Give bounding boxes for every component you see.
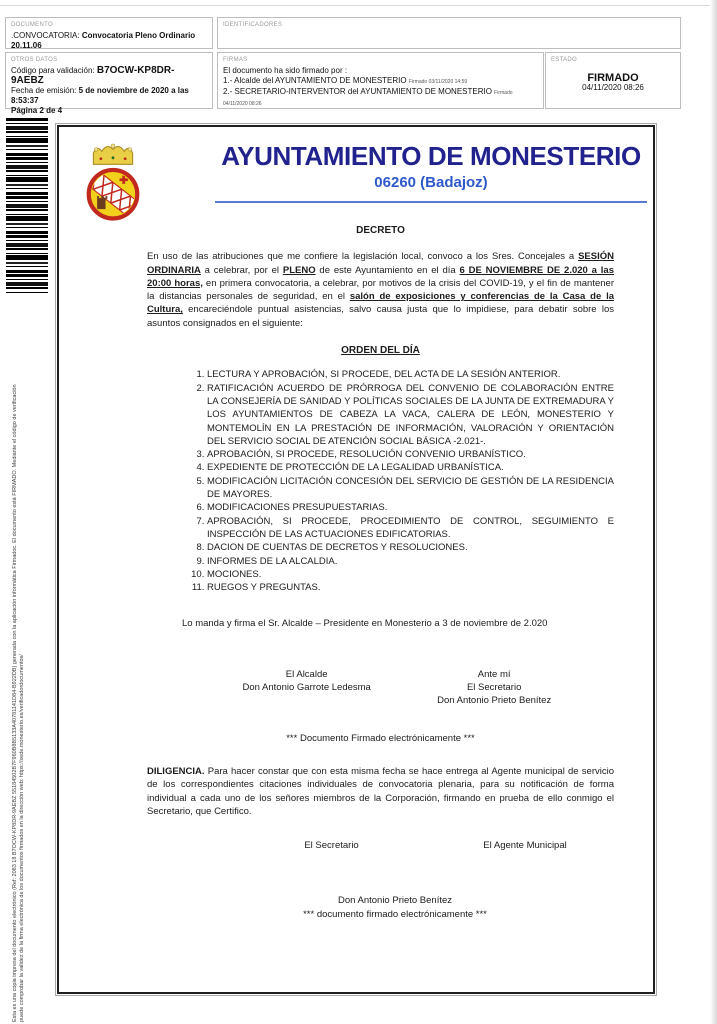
diligencia-paragraph <box>147 765 614 818</box>
header-box-otros-datos <box>5 52 213 115</box>
signature-ante-mi: Ante mí <box>477 668 511 680</box>
barcode-icon <box>6 118 48 294</box>
closing-line: Lo manda y firma el Sr. Alcalde – Presidente en Monesterio a 3 de noviembre de 2.020 <box>182 618 548 630</box>
text-segment: DILIGENCIA. <box>147 765 205 777</box>
masthead <box>215 141 647 203</box>
electronic-signature-note-2: *** documento firmado electrónicamente *** <box>303 908 487 920</box>
documento-label: DOCUMENTO <box>11 22 53 28</box>
signature-name: Don Antonio Prieto Benítez <box>437 695 552 707</box>
signature-agente-municipal: El Agente Municipal <box>483 840 567 852</box>
otros-datos-label: OTROS DATOS <box>11 57 58 63</box>
status-datetime: 04/11/2020 08:26 <box>582 83 644 92</box>
header-box-documento <box>5 17 213 49</box>
signature-secretario <box>396 668 592 708</box>
orden-item: 3. APROBACIÓN, SI PROCEDE, RESOLUCIÓN CONVENIO URBANÍSTICO. <box>207 448 614 461</box>
signature-secretario-2: El Secretario <box>304 840 359 852</box>
orden-del-dia-list <box>147 368 614 594</box>
signature-name: Don Antonio Prieto Benítez <box>337 895 453 907</box>
decreto-heading: DECRETO <box>356 225 405 236</box>
text-segment: SESIÓN ORDINARIA <box>147 251 614 276</box>
orden-item: 10. MOCIONES. <box>207 568 614 581</box>
text-segment: en primera convocatoria, a celebrar, por motivos de la crisis del COVID-19, y el fin de mantener la distancias personales de seguridad, en el <box>147 277 614 303</box>
fecha-emision: Fecha de emisión: 5 de noviembre de 2020 a las 8:53:37 <box>11 86 189 105</box>
verification-line: puede comprobar la validez de la firma electrónica de los documentos firmados en la dirección web: https://sede.monesterio.es/verificadordocumentos/ <box>19 654 25 1022</box>
page-top-edge <box>0 5 717 6</box>
text-segment: 6 DE NOVIEMBRE DE 2.020 a las 20:00 horas, <box>147 264 614 289</box>
verification-sidebar-text <box>12 302 26 1022</box>
text-segment: a celebrar, por el <box>200 264 283 276</box>
document-body <box>147 224 614 921</box>
signature-alcalde <box>217 668 396 708</box>
firmado-timestamp: Firmado 04/11/2020 08:26 <box>223 90 513 107</box>
orden-item: 9. INFORMES DE LA ALCALDIA. <box>207 555 614 568</box>
orden-item: 4. EXPEDIENTE DE PROTECCIÓN DE LA LEGALIDAD URBANÍSTICA. <box>207 461 614 474</box>
estado-label: ESTADO <box>551 57 578 63</box>
signature-name: Don Antonio Garrote Ledesma <box>242 682 371 694</box>
text-segment: encareciéndole puntual asistencias, salvo causa justa que lo impidiese, para debatir sobre los asuntos consignados en el siguiente: <box>147 304 614 329</box>
orden-item: 7. APROBACIÓN, SI PROCEDE, PROCEDIMIENTO DE CONTROL, SEGUIMIENTO E INSPECCIÓN DE LAS ACTUACIONES EDIFICATORIAS. <box>207 515 614 542</box>
convocatoria-paragraph <box>147 250 614 330</box>
codigo-validacion: Código para validación: B7OCW-KP8DR-9AEBZ <box>11 65 175 86</box>
page-title: AYUNTAMIENTO DE MONESTERIO <box>221 141 641 171</box>
orden-item: 6. MODIFICACIONES PRESUPUESTARIAS. <box>207 501 614 514</box>
documento-title: .CONVOCATORIA: Convocatoria Pleno Ordinario <box>11 31 196 40</box>
orden-item: 5. MODIFICACIÓN LICITACIÓN CONCESIÓN DEL SERVICIO DE GESTIÓN DE LA RESIDENCIA DE MAYORES. <box>207 475 614 502</box>
pagina-indicator: Página 2 de 4 <box>11 106 63 115</box>
coat-of-arms-icon <box>85 140 141 226</box>
header-box-firmas <box>217 52 544 109</box>
signature-role: El Secretario <box>466 682 522 694</box>
signature-role: El Alcalde <box>285 668 328 680</box>
firmas-intro: El documento ha sido firmado por : <box>223 66 348 75</box>
postal-subtitle: 06260 (Badajoz) <box>374 174 488 191</box>
firmante-row: 1.- Alcalde del AYUNTAMIENTO DE MONESTERIO Firmado 03/11/2020 14:59 <box>223 76 468 85</box>
text-segment: Para hacer constar que con esta misma fecha se hace entrega al Agente municipal de servicio de los correspondientes citaciones individuales de convocatoria plenaria, para su notificación de forma individual a cada uno de los señores miembros de la Corporación, firmando en prueba de ello conmigo el Secretario, que Certifico. <box>147 765 614 817</box>
page-right-edge-shadow <box>710 0 717 1024</box>
firmante-row: 2.- SECRETARIO-INTERVENTOR del AYUNTAMIENTO DE MONESTERIO Firmado 04/11/2020 08:26 <box>223 87 513 107</box>
firmas-label: FIRMAS <box>223 57 248 63</box>
text-segment: En uso de las atribuciones que me confiere la legislación local, convoco a los Sres. Concejales a <box>147 251 579 263</box>
signature-row-2 <box>147 839 614 852</box>
orden-del-dia-heading: ORDEN DEL DÍA <box>341 345 420 357</box>
identificadores-label: IDENTIFICADORES <box>223 22 283 28</box>
signature-row <box>147 668 614 708</box>
header-box-estado <box>545 52 681 109</box>
electronic-signature-note: *** Documento Firmado electrónicamente *** <box>286 732 475 744</box>
header-box-identificadores <box>217 17 681 49</box>
text-segment: salón de exposiciones y conferencias de la Casa de la Cultura, <box>147 291 615 316</box>
text-segment: de este Ayuntamiento en el día <box>315 264 460 276</box>
document-frame <box>57 125 655 994</box>
orden-item: 8. DACION DE CUENTAS DE DECRETOS Y RESOLUCIONES. <box>207 541 614 554</box>
status-badge: FIRMADO <box>587 72 639 84</box>
documento-date: 20.11.06 <box>11 41 42 50</box>
verification-line: Esta es una copia impresa del documento electrónico (Ref: 2083 18 B7OCW-KP8DR-9AEBZ 55184502B7F960B8B5133A40781141D84-B922DB) generada con la aplicación informática Firmadoc. El documento está FIRMADO. Mediante el código de verificación <box>12 384 18 1022</box>
firmado-timestamp: Firmado 03/11/2020 14:59 <box>408 79 468 85</box>
orden-item: 1. LECTURA Y APROBACIÓN, SI PROCEDE, DEL ACTA DE LA SESIÓN ANTERIOR. <box>207 368 614 381</box>
orden-item: 11. RUEGOS Y PREGUNTAS. <box>207 581 614 594</box>
text-segment: PLENO <box>282 264 316 276</box>
orden-item: 2. RATIFICACIÓN ACUERDO DE PRÓRROGA DEL CONVENIO DE COLABORACIÓN ENTRE LA CONSEJERÍA DE SANIDAD Y POLÍTICAS SOCIALES DE LA JUNTA DE EXTREMADURA Y LOS AYUNTAMIENTOS DE CABEZA LA VACA, CALERA DE LEÓN, MONESTERIO Y MONTEMOLÍN EN LA PRESTACIÓN DE INFORMACIÓN, VALORACIÓN Y ORIENTACIÓN DEL SERVICIO SOCIAL DE ATENCIÓN SOCIAL BÁSICA -2.021-. <box>207 382 614 448</box>
final-signature-block <box>237 894 553 921</box>
